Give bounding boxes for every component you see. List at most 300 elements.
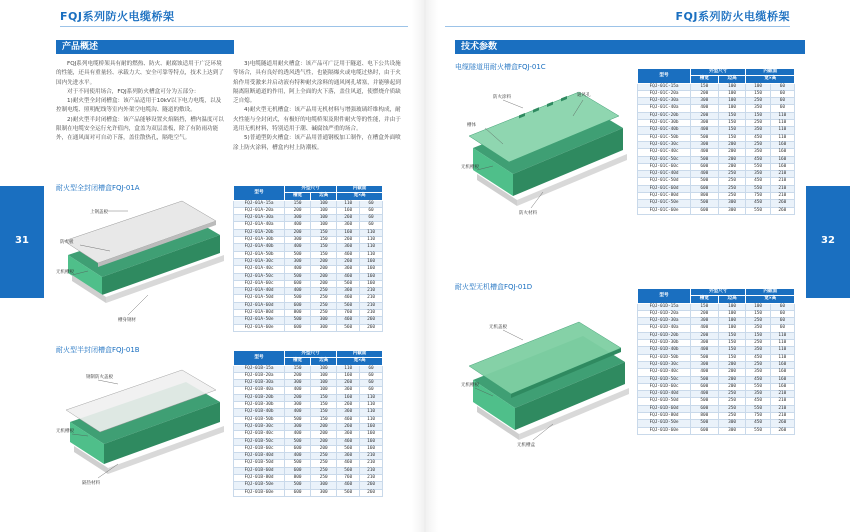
model-cell: FQJ-01A-60d: [234, 302, 285, 309]
value-cell: 300: [691, 141, 719, 148]
model-cell: FQJ-01C-30c: [638, 141, 691, 148]
overview-paragraph-7: 5)普通型防火槽盒：该产品用普通钢板加工制作，在槽盒外面喷涂上防火涂料，槽盒内衬上防潮板。: [233, 135, 401, 151]
value-cell: 200: [718, 141, 746, 148]
value-cell: 250: [311, 475, 337, 482]
table-row: [234, 302, 383, 309]
value-cell: 160: [770, 141, 794, 148]
table-row: [234, 324, 383, 331]
value-cell: 100: [718, 325, 746, 332]
value-cell: 110: [337, 365, 360, 372]
value-cell: 300: [311, 324, 337, 331]
value-cell: 450: [746, 420, 770, 427]
table-row: [638, 149, 795, 156]
value-cell: 460: [337, 460, 360, 467]
value-cell: 550: [746, 207, 770, 214]
table-row: [234, 229, 383, 236]
table-row: [234, 489, 383, 496]
value-cell: 350: [746, 369, 770, 376]
value-cell: 450: [746, 178, 770, 185]
value-cell: 300: [285, 237, 311, 244]
value-cell: 100: [311, 380, 337, 387]
value-cell: 300: [311, 489, 337, 496]
model-cell: FQJ-01A-30c: [234, 258, 285, 265]
value-cell: 210: [360, 467, 383, 474]
value-cell: 160: [770, 163, 794, 170]
model-cell: FQJ-01C-30b: [638, 120, 691, 127]
model-cell: FQJ-01D-50b: [638, 354, 691, 361]
table-b-body: [234, 365, 383, 496]
value-cell: 400: [285, 387, 311, 394]
product-d-label-2: 无机槽板: [461, 383, 479, 388]
value-cell: 300: [691, 340, 719, 347]
value-cell: 500: [285, 295, 311, 302]
product-a-caption: 耐火型全封闭槽盒FQJ-01A: [56, 184, 140, 192]
value-cell: 350: [746, 325, 770, 332]
product-d-label-1: 无机盖板: [489, 325, 507, 330]
model-cell: FQJ-01C-20b: [638, 112, 691, 119]
value-cell: 300: [311, 317, 337, 324]
product-b-tray-illustration: [58, 360, 228, 490]
value-cell: 210: [770, 178, 794, 185]
table-row: [638, 310, 795, 317]
model-cell: FQJ-01B-30a: [234, 380, 285, 387]
value-cell: 100: [746, 303, 770, 310]
table-b-header-height: 边高: [311, 358, 337, 365]
value-cell: 600: [691, 163, 719, 170]
model-cell: FQJ-01B-40c: [234, 431, 285, 438]
overview-paragraph-5: 3)电缆隧道用耐火槽盒：该产品可广泛用于隧道、电下公共设施等场合，具有良好的透风透气性，也能隔爆火或电缆过热时，由于火焰作用受激来并启动液有特种耐火涂料的通风网孔堵塞，并能够起到隔离阻断通道的作用，阿上全面的火下落，盖住风道，使燃烧介质缺乏自熄。: [233, 61, 401, 105]
table-row: [638, 405, 795, 412]
value-cell: 250: [746, 141, 770, 148]
product-c-label-4: 无机槽板: [461, 165, 479, 170]
table-row: [234, 453, 383, 460]
table-row: [638, 318, 795, 325]
table-row: [234, 222, 383, 229]
value-cell: 200: [691, 310, 719, 317]
value-cell: 150: [718, 347, 746, 354]
value-cell: 160: [337, 394, 360, 401]
table-row: [638, 383, 795, 390]
value-cell: 160: [360, 445, 383, 452]
value-cell: 200: [311, 423, 337, 430]
value-cell: 260: [360, 482, 383, 489]
model-cell: FQJ-01C-80d: [638, 193, 691, 200]
table-row: [234, 251, 383, 258]
model-cell: FQJ-01A-60e: [234, 324, 285, 331]
value-cell: 100: [311, 387, 337, 394]
table-d-header-outer: 外型尺寸: [691, 289, 746, 296]
value-cell: 250: [746, 120, 770, 127]
value-cell: 110: [360, 402, 383, 409]
table-a-body: [234, 200, 383, 331]
value-cell: 460: [337, 295, 360, 302]
value-cell: 560: [337, 489, 360, 496]
model-cell: FQJ-01A-20a: [234, 207, 285, 214]
value-cell: 560: [337, 445, 360, 452]
model-cell: FQJ-01C-20a: [638, 90, 691, 97]
value-cell: 460: [337, 482, 360, 489]
value-cell: 600: [691, 185, 719, 192]
value-cell: 60: [360, 200, 383, 207]
table-d-header-inner: 内截面: [746, 289, 795, 296]
value-cell: 60: [770, 105, 794, 112]
overview-paragraph-1: FQJ系列电缆桥架具有耐的燃热、防火、耐腐蚀适用于广泛环境的性能，还具有重量轻、承载力大、安全可靠等特点，技术上达到了国内先进水平。: [56, 61, 224, 86]
table-row: [638, 134, 795, 141]
page-number-tab-left: [0, 186, 44, 298]
model-cell: FQJ-01A-80d: [234, 310, 285, 317]
value-cell: 400: [691, 105, 719, 112]
model-cell: FQJ-01A-30a: [234, 215, 285, 222]
value-cell: 260: [770, 207, 794, 214]
value-cell: 250: [311, 288, 337, 295]
value-cell: 210: [360, 460, 383, 467]
value-cell: 60: [360, 222, 383, 229]
value-cell: 300: [691, 318, 719, 325]
value-cell: 500: [691, 134, 719, 141]
value-cell: 60: [770, 318, 794, 325]
model-cell: FQJ-01C-40a: [638, 105, 691, 112]
product-d-tray-illustration: [463, 300, 635, 450]
value-cell: 500: [285, 482, 311, 489]
value-cell: 600: [285, 489, 311, 496]
spec-table-d: [637, 288, 795, 435]
value-cell: 560: [337, 302, 360, 309]
model-cell: FQJ-01B-50d: [234, 460, 285, 467]
value-cell: 100: [311, 207, 337, 214]
overview-paragraph-3: 1)耐火型全封闭槽盒：该产品适用于10kV以下电力电缆，以及控制电缆、照明配线等室内外架空电缆沟、隧道的敷设。: [56, 98, 222, 114]
value-cell: 350: [746, 391, 770, 398]
value-cell: 260: [770, 427, 794, 434]
value-cell: 200: [718, 383, 746, 390]
value-cell: 100: [311, 372, 337, 379]
model-cell: FQJ-01B-15a: [234, 365, 285, 372]
model-cell: FQJ-01D-60d: [638, 405, 691, 412]
value-cell: 100: [718, 98, 746, 105]
value-cell: 160: [360, 280, 383, 287]
value-cell: 460: [337, 251, 360, 258]
value-cell: 260: [770, 420, 794, 427]
model-cell: FQJ-01A-50d: [234, 295, 285, 302]
value-cell: 150: [746, 90, 770, 97]
table-row: [638, 391, 795, 398]
value-cell: 400: [691, 369, 719, 376]
value-cell: 260: [337, 380, 360, 387]
value-cell: 200: [285, 394, 311, 401]
model-cell: FQJ-01B-20b: [234, 394, 285, 401]
value-cell: 150: [746, 112, 770, 119]
table-row: [234, 482, 383, 489]
value-cell: 110: [360, 409, 383, 416]
value-cell: 150: [718, 340, 746, 347]
model-cell: FQJ-01C-15a: [638, 83, 691, 90]
value-cell: 160: [337, 229, 360, 236]
value-cell: 250: [746, 318, 770, 325]
model-cell: FQJ-01A-50e: [234, 317, 285, 324]
model-cell: FQJ-01D-60e: [638, 427, 691, 434]
page-number-left: 31: [15, 235, 29, 246]
value-cell: 400: [285, 266, 311, 273]
value-cell: 110: [770, 354, 794, 361]
table-row: [234, 215, 383, 222]
spec-table-b: [233, 350, 383, 497]
model-cell: FQJ-01C-60d: [638, 185, 691, 192]
value-cell: 150: [718, 354, 746, 361]
value-cell: 550: [746, 405, 770, 412]
table-row: [638, 112, 795, 119]
value-cell: 300: [718, 207, 746, 214]
value-cell: 360: [337, 431, 360, 438]
model-cell: FQJ-01D-30c: [638, 361, 691, 368]
value-cell: 300: [285, 258, 311, 265]
value-cell: 250: [718, 405, 746, 412]
value-cell: 60: [360, 365, 383, 372]
value-cell: 210: [360, 295, 383, 302]
value-cell: 350: [746, 149, 770, 156]
value-cell: 600: [285, 324, 311, 331]
value-cell: 160: [337, 207, 360, 214]
table-row: [638, 369, 795, 376]
value-cell: 110: [770, 120, 794, 127]
value-cell: 600: [691, 207, 719, 214]
value-cell: 160: [337, 372, 360, 379]
model-cell: FQJ-01C-40d: [638, 171, 691, 178]
value-cell: 260: [337, 423, 360, 430]
value-cell: 500: [691, 420, 719, 427]
value-cell: 150: [285, 365, 311, 372]
value-cell: 200: [691, 90, 719, 97]
value-cell: 200: [311, 438, 337, 445]
table-row: [638, 200, 795, 207]
value-cell: 300: [691, 361, 719, 368]
model-cell: FQJ-01D-20a: [638, 310, 691, 317]
value-cell: 110: [360, 244, 383, 251]
table-c-header-inner-sub: 宽×高: [746, 76, 795, 83]
model-cell: FQJ-01C-50e: [638, 200, 691, 207]
value-cell: 60: [360, 207, 383, 214]
value-cell: 150: [311, 402, 337, 409]
value-cell: 360: [337, 387, 360, 394]
left-header-rule: [60, 26, 408, 27]
value-cell: 210: [770, 193, 794, 200]
value-cell: 210: [770, 391, 794, 398]
value-cell: 110: [360, 416, 383, 423]
value-cell: 560: [337, 467, 360, 474]
product-b-label-2: 无机槽板: [56, 429, 74, 434]
value-cell: 200: [311, 273, 337, 280]
model-cell: FQJ-01D-50c: [638, 376, 691, 383]
table-row: [638, 171, 795, 178]
overview-paragraph-4: 2)耐火型半封闭槽盒：该产品能够设置火焰隔挡，槽内温度可以限制在电缆安全运行允许值内，盒盖为双层盖板，除了有防雨功能外，在通风面对可自动下落，盖住散热孔，隔绝空气。: [56, 116, 224, 142]
value-cell: 160: [360, 431, 383, 438]
value-cell: 760: [337, 475, 360, 482]
value-cell: 60: [770, 98, 794, 105]
value-cell: 200: [718, 163, 746, 170]
model-cell: FQJ-01D-60c: [638, 383, 691, 390]
table-b-header-inner: 内截面: [337, 351, 383, 358]
model-cell: FQJ-01C-50b: [638, 134, 691, 141]
value-cell: 260: [337, 215, 360, 222]
model-cell: FQJ-01B-60e: [234, 489, 285, 496]
table-row: [234, 310, 383, 317]
value-cell: 750: [746, 413, 770, 420]
table-b-header-outer: 外型尺寸: [285, 351, 337, 358]
value-cell: 160: [360, 258, 383, 265]
value-cell: 500: [691, 354, 719, 361]
value-cell: 160: [360, 273, 383, 280]
value-cell: 360: [337, 453, 360, 460]
model-cell: FQJ-01A-40d: [234, 288, 285, 295]
value-cell: 110: [770, 127, 794, 134]
model-cell: FQJ-01C-60e: [638, 207, 691, 214]
table-c-header-model: 型号: [638, 69, 691, 84]
table-c-header-outer: 外型尺寸: [691, 69, 746, 76]
product-c-label-5: 防火材料: [519, 211, 537, 216]
value-cell: 210: [770, 413, 794, 420]
product-c-label-2: 槽体: [467, 123, 476, 128]
value-cell: 200: [691, 112, 719, 119]
table-row: [234, 258, 383, 265]
value-cell: 200: [311, 258, 337, 265]
model-cell: FQJ-01A-30b: [234, 237, 285, 244]
table-row: [638, 178, 795, 185]
value-cell: 110: [770, 332, 794, 339]
table-row: [638, 98, 795, 105]
value-cell: 150: [311, 409, 337, 416]
value-cell: 160: [770, 156, 794, 163]
value-cell: 160: [770, 369, 794, 376]
model-cell: FQJ-01B-40b: [234, 409, 285, 416]
value-cell: 250: [718, 413, 746, 420]
model-cell: FQJ-01A-50c: [234, 273, 285, 280]
value-cell: 160: [770, 361, 794, 368]
table-row: [638, 413, 795, 420]
product-b-label-3: 隔热材料: [82, 481, 100, 486]
table-row: [638, 141, 795, 148]
model-cell: FQJ-01B-60d: [234, 467, 285, 474]
table-row: [234, 402, 383, 409]
value-cell: 110: [337, 200, 360, 207]
value-cell: 110: [770, 134, 794, 141]
model-cell: FQJ-01B-40a: [234, 387, 285, 394]
value-cell: 60: [360, 380, 383, 387]
overview-paragraph-2: 对于不同使用场合，FQJ系列防火槽盒可分为五部分：: [67, 88, 200, 95]
table-row: [234, 200, 383, 207]
value-cell: 400: [285, 288, 311, 295]
model-cell: FQJ-01A-60c: [234, 280, 285, 287]
value-cell: 200: [311, 280, 337, 287]
value-cell: 300: [285, 423, 311, 430]
table-a-header-height: 边高: [311, 193, 337, 200]
value-cell: 450: [746, 398, 770, 405]
value-cell: 150: [718, 112, 746, 119]
product-a-label-4: 槽身钢材: [118, 318, 136, 323]
value-cell: 210: [360, 453, 383, 460]
tech-section-heading: 技术参数: [455, 40, 805, 54]
value-cell: 150: [311, 251, 337, 258]
value-cell: 200: [718, 369, 746, 376]
value-cell: 250: [746, 98, 770, 105]
value-cell: 100: [311, 365, 337, 372]
table-row: [234, 460, 383, 467]
value-cell: 100: [746, 83, 770, 90]
table-row: [638, 398, 795, 405]
value-cell: 800: [285, 475, 311, 482]
value-cell: 250: [718, 193, 746, 200]
model-cell: FQJ-01D-30a: [638, 318, 691, 325]
table-row: [638, 105, 795, 112]
table-row: [234, 387, 383, 394]
value-cell: 100: [718, 310, 746, 317]
model-cell: FQJ-01D-40d: [638, 391, 691, 398]
product-d-caption: 耐火型无机槽盒FQJ-01D: [455, 283, 533, 291]
value-cell: 210: [770, 405, 794, 412]
value-cell: 200: [311, 266, 337, 273]
value-cell: 450: [746, 376, 770, 383]
value-cell: 800: [691, 193, 719, 200]
table-row: [234, 273, 383, 280]
product-a-label-3: 无机槽板: [56, 270, 74, 275]
table-a-header-width: 槽宽: [285, 193, 311, 200]
value-cell: 250: [718, 178, 746, 185]
model-cell: FQJ-01C-30a: [638, 98, 691, 105]
value-cell: 750: [746, 193, 770, 200]
value-cell: 200: [311, 445, 337, 452]
value-cell: 450: [746, 200, 770, 207]
value-cell: 460: [337, 273, 360, 280]
value-cell: 400: [691, 127, 719, 134]
right-header-rule: [445, 26, 790, 27]
table-a-header-inner: 内截面: [337, 186, 383, 193]
table-row: [638, 303, 795, 310]
overview-text-right: [233, 60, 405, 153]
value-cell: 400: [285, 409, 311, 416]
table-row: [234, 372, 383, 379]
value-cell: 160: [770, 383, 794, 390]
model-cell: FQJ-01A-40b: [234, 244, 285, 251]
model-cell: FQJ-01B-50e: [234, 482, 285, 489]
value-cell: 760: [337, 310, 360, 317]
value-cell: 110: [360, 237, 383, 244]
model-cell: FQJ-01A-50b: [234, 251, 285, 258]
value-cell: 250: [718, 391, 746, 398]
value-cell: 360: [337, 266, 360, 273]
value-cell: 350: [746, 127, 770, 134]
value-cell: 110: [360, 251, 383, 258]
table-b-header-width: 槽宽: [285, 358, 311, 365]
value-cell: 100: [718, 303, 746, 310]
value-cell: 400: [285, 453, 311, 460]
table-row: [234, 244, 383, 251]
value-cell: 200: [718, 361, 746, 368]
value-cell: 150: [718, 332, 746, 339]
page-number-tab-right: [806, 186, 850, 298]
value-cell: 250: [718, 185, 746, 192]
value-cell: 150: [691, 83, 719, 90]
table-row: [638, 207, 795, 214]
table-c-body: [638, 83, 795, 214]
value-cell: 450: [746, 156, 770, 163]
value-cell: 600: [285, 280, 311, 287]
value-cell: 400: [691, 347, 719, 354]
model-cell: FQJ-01B-20a: [234, 372, 285, 379]
spec-table-a: [233, 185, 383, 332]
value-cell: 210: [360, 475, 383, 482]
value-cell: 360: [337, 288, 360, 295]
table-row: [638, 325, 795, 332]
value-cell: 300: [718, 200, 746, 207]
value-cell: 60: [770, 303, 794, 310]
overview-paragraph-6: 4)耐火型无机槽盒：该产品用无机材料与增强玻璃纤维构成，耐火性能与全封闭式，有极好的电缆桥架及附件耐火等的性能，并由于选用无机材料，特别适用于潮、碱腐蚀严重的场合。: [233, 107, 401, 133]
